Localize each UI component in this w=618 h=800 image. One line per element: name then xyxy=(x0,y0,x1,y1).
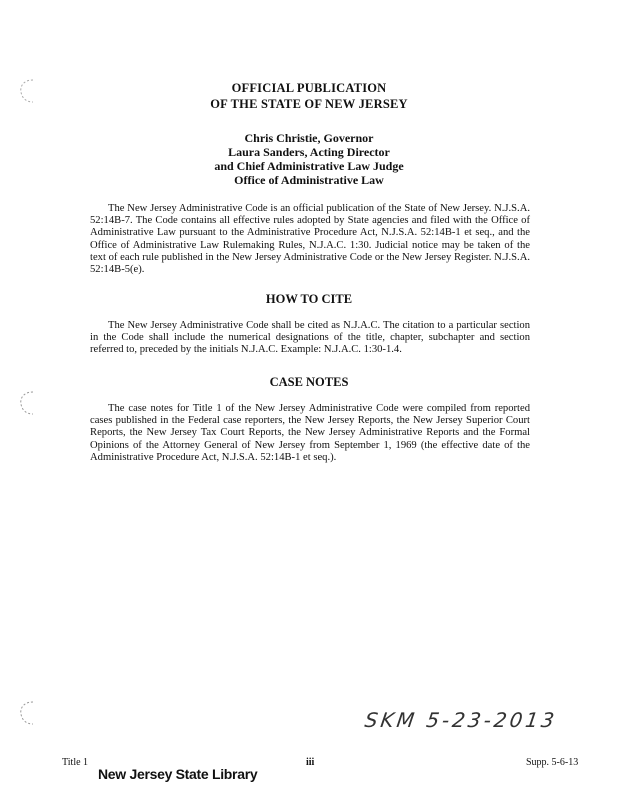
case-notes-paragraph xyxy=(90,403,530,464)
handwritten-note: SKM 5-23-2013 xyxy=(363,708,559,732)
title-line-2: OF THE STATE OF NEW JERSEY xyxy=(210,97,408,111)
footer-page-number: iii xyxy=(306,757,315,768)
officials-block xyxy=(0,131,618,187)
library-stamp: New Jersey State Library xyxy=(98,766,258,782)
how-to-cite-text: The New Jersey Administrative Code shall be cited as N.J.A.C. The citation to a particular section in the Code shall include the numerical designations of the title, chapter, subchapter and section referred to, preceded by the initials N.J.A.C. Example: N.J.A.C. 1:30-1.4. xyxy=(90,320,530,356)
official-director: Laura Sanders, Acting Director xyxy=(228,145,390,159)
how-to-cite-paragraph xyxy=(90,320,530,357)
intro-paragraph xyxy=(90,203,530,276)
footer-supplement: Supp. 5-6-13 xyxy=(526,757,579,768)
official-judge: and Chief Administrative Law Judge xyxy=(214,159,404,173)
official-office: Office of Administrative Law xyxy=(234,173,384,187)
case-notes-text: The case notes for Title 1 of the New Jersey Administrative Code were compiled from reported cases published in the Federal case reporters, the New Jersey Reports, the New Jersey Superior Court Reports, the New Jersey Tax Court Reports, the New Jersey Administrative Reports and the Formal Opinions of the Attorney General of New Jersey from September 1, 1969 (the effective date of the Administrative Procedure Act, N.J.S.A. 52:14B-1 et seq.). xyxy=(90,403,530,463)
official-governor: Chris Christie, Governor xyxy=(244,131,374,145)
how-to-cite-heading: HOW TO CITE xyxy=(265,292,353,306)
punch-hole-mark xyxy=(18,700,36,726)
intro-text: The New Jersey Administrative Code is an official publication of the State of New Jersey. N.J.S.A. 52:14B-7. The Code contains all effective rules adopted by State agencies and filed with the Office of Administrative Law pursuant to the Administrative Procedure Act, N.J.S.A. 52:14B-1 et seq., and the Office of Administrative Law Rulemaking Rules, N.J.A.C. 1:30. Judicial notice may be taken of the text of each rule published in the New Jersey Administrative Code or the New Jersey Register. N.J.S.A. 52:14B-5(e). xyxy=(90,203,530,276)
footer-title: Title 1 xyxy=(62,757,89,768)
title-line-1: OFFICIAL PUBLICATION xyxy=(231,81,387,95)
punch-hole-mark xyxy=(18,390,36,416)
case-notes-heading: CASE NOTES xyxy=(269,375,349,389)
publication-title xyxy=(0,80,618,112)
